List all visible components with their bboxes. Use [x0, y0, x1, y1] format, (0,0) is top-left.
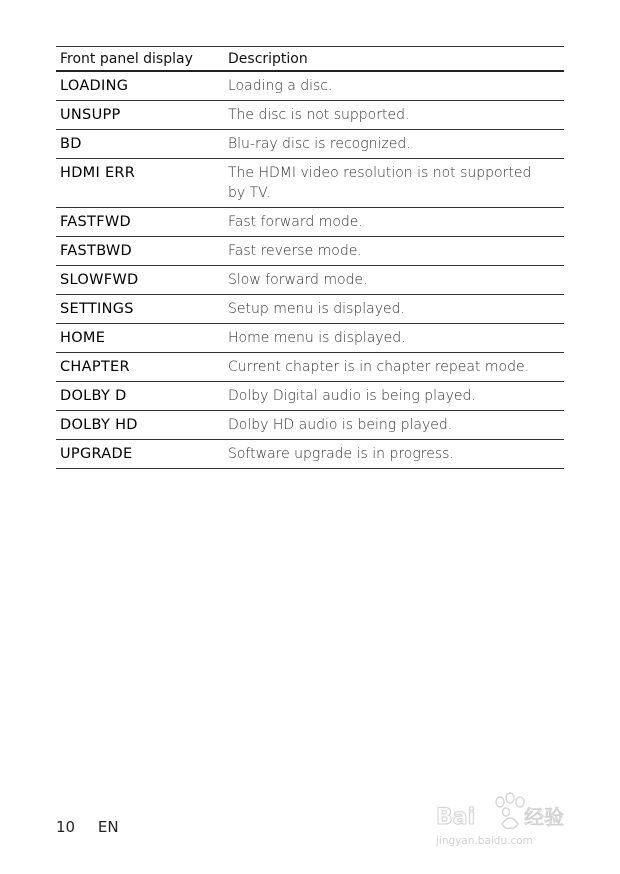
display-description: Home menu is displayed. [228, 330, 406, 346]
page-footer [56, 818, 119, 836]
table-row [56, 411, 564, 440]
display-description: Software upgrade is in progress. [228, 446, 454, 462]
table-row [56, 101, 564, 130]
display-description: The disc is not supported. [228, 107, 410, 123]
display-description: Fast forward mode. [228, 214, 363, 230]
table-row [56, 266, 564, 295]
table-row [56, 72, 564, 101]
display-code: UNSUPP [60, 107, 121, 123]
baidu-paw-icon [434, 788, 584, 848]
display-description: The HDMI video resolution is not supported by TV. [228, 165, 532, 201]
display-code: SLOWFWD [60, 272, 139, 288]
table-header-row [56, 47, 564, 72]
page-number: 10 [56, 818, 76, 836]
display-code: UPGRADE [60, 446, 133, 462]
display-code: DOLBY HD [60, 417, 138, 433]
display-description: Blu-ray disc is recognized. [228, 136, 411, 152]
display-code: LOADING [60, 78, 129, 94]
header-front-panel-display: Front panel display [60, 50, 193, 67]
table-row [56, 208, 564, 237]
display-description: Dolby Digital audio is being played. [228, 388, 476, 404]
svg-text:jingyan.baidu.com: jingyan.baidu.com [436, 835, 533, 847]
display-code: HDMI ERR [60, 165, 136, 181]
header-description: Description [228, 50, 308, 67]
table-row [56, 382, 564, 411]
svg-text:经验: 经验 [524, 805, 564, 829]
display-code: FASTFWD [60, 214, 131, 230]
baidu-watermark-logo [434, 788, 584, 848]
display-description: Current chapter is in chapter repeat mode. [228, 359, 530, 375]
table-row [56, 440, 564, 469]
table-row [56, 324, 564, 353]
language-code: EN [97, 818, 119, 836]
svg-text:Bai: Bai [436, 805, 476, 830]
display-description: Slow forward mode. [228, 272, 368, 288]
display-code: FASTBWD [60, 243, 133, 259]
display-code: BD [60, 136, 82, 152]
display-code: HOME [60, 330, 106, 346]
display-code: CHAPTER [60, 359, 130, 375]
table-row [56, 130, 564, 159]
table-row [56, 237, 564, 266]
table-row [56, 159, 564, 208]
display-description: Loading a disc. [228, 78, 333, 94]
display-description: Dolby HD audio is being played. [228, 417, 453, 433]
table-row [56, 353, 564, 382]
display-code: DOLBY D [60, 388, 127, 404]
table-row [56, 295, 564, 324]
display-description: Setup menu is displayed. [228, 301, 405, 317]
display-description: Fast reverse mode. [228, 243, 362, 259]
display-code: SETTINGS [60, 301, 134, 317]
front-panel-display-table [56, 46, 564, 469]
